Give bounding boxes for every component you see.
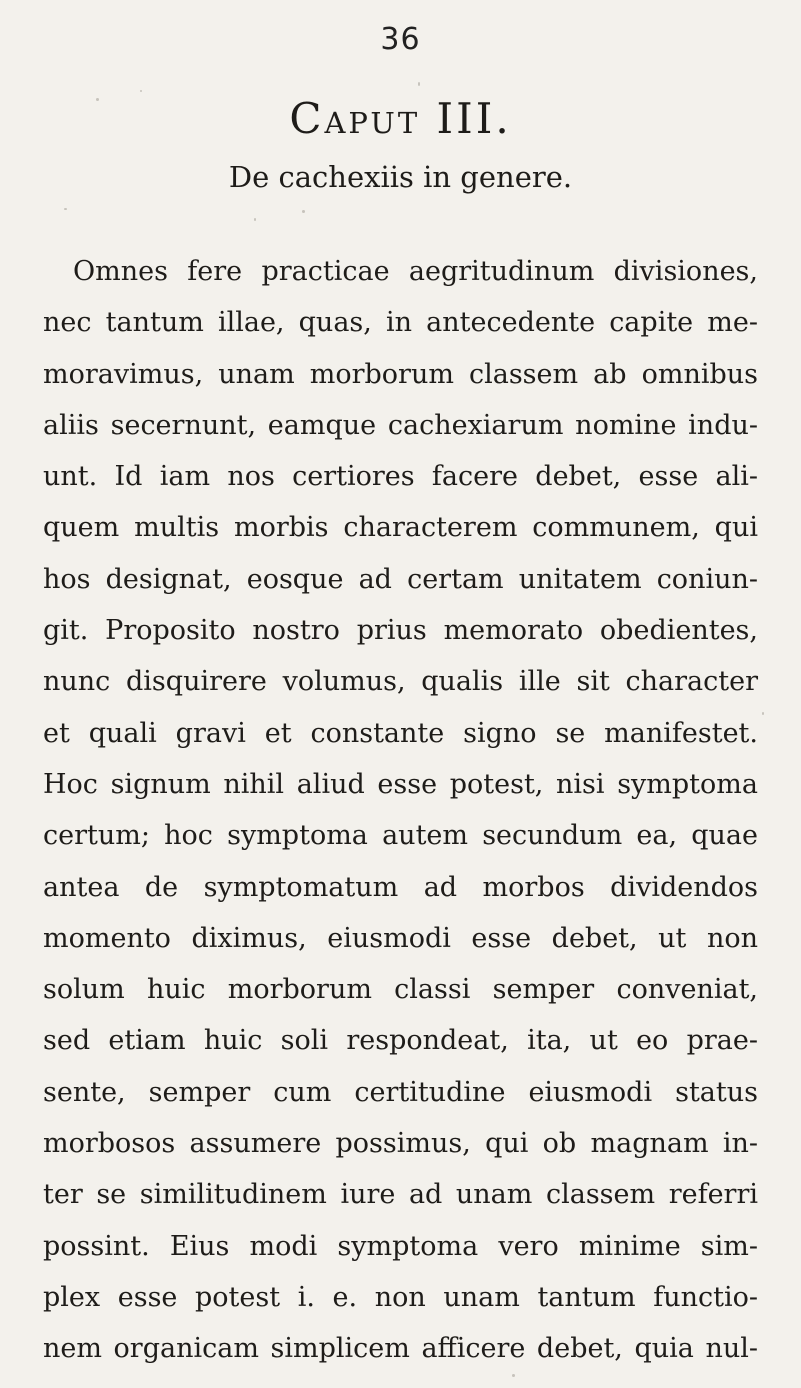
text-line: nunc disquirere volumus, qualis ille sit character <box>43 666 758 698</box>
text-line: hos designat, eosque ad certam unitatem coniun- <box>43 563 758 595</box>
text-line: git. Proposito nostro prius memorato obedientes, <box>43 615 758 647</box>
text-line: Hoc signum nihil aliud esse potest, nisi symptoma <box>43 768 758 800</box>
text-line: unt. Id iam nos certiores facere debet, esse ali- <box>43 461 758 493</box>
text-line: plex esse potest i. e. non unam tantum functio- <box>43 1281 758 1313</box>
text-line: ter se similitudinem iure ad unam classem referri <box>43 1179 758 1211</box>
text-line: morbosos assumere possimus, qui ob magnam in- <box>43 1128 758 1160</box>
text-line: antea de symptomatum ad morbos dividendos <box>43 871 758 903</box>
paper-speck <box>302 210 305 213</box>
text-line: sente, semper cum certitudine eiusmodi status <box>43 1076 758 1108</box>
text-line: possint. Eius modi symptoma vero minime sim- <box>43 1230 758 1262</box>
chapter-subtitle: De cachexiis in genere. <box>228 160 573 194</box>
paper-speck <box>512 1374 515 1377</box>
text-line: moravimus, unam morborum classem ab omnibus <box>43 358 758 390</box>
text-line: Omnes fere practicae aegritudinum divisiones, <box>73 256 758 287</box>
text-line: sed etiam huic soli respondeat, ita, ut eo prae- <box>43 1025 758 1057</box>
text-line: aliis secernunt, eamque cachexiarum nomine indu- <box>43 409 758 441</box>
paper-speck <box>254 218 256 221</box>
text-line: momento diximus, eiusmodi esse debet, ut non <box>43 922 758 954</box>
text-line: nec tantum illae, quas, in antecedente capite me- <box>43 307 758 339</box>
paper-speck <box>762 712 764 715</box>
text-line: nem organicam simplicem afficere debet, quia nul- <box>43 1333 758 1365</box>
paper-speck <box>64 208 67 210</box>
paper-speck <box>418 82 420 86</box>
text-line: certum; hoc symptoma autem secundum ea, quae <box>43 820 758 852</box>
paper-speck <box>96 98 99 101</box>
text-line: solum huic morborum classi semper conveniat, <box>43 974 758 1006</box>
text-line: quem multis morbis characterem communem, qui <box>43 512 758 544</box>
page-number: 36 <box>380 22 421 57</box>
paper-speck <box>140 90 142 92</box>
body-text <box>43 246 758 1375</box>
chapter-title: Caput III. <box>289 94 512 143</box>
text-line: et quali gravi et constante signo se manifestet. <box>43 717 758 749</box>
